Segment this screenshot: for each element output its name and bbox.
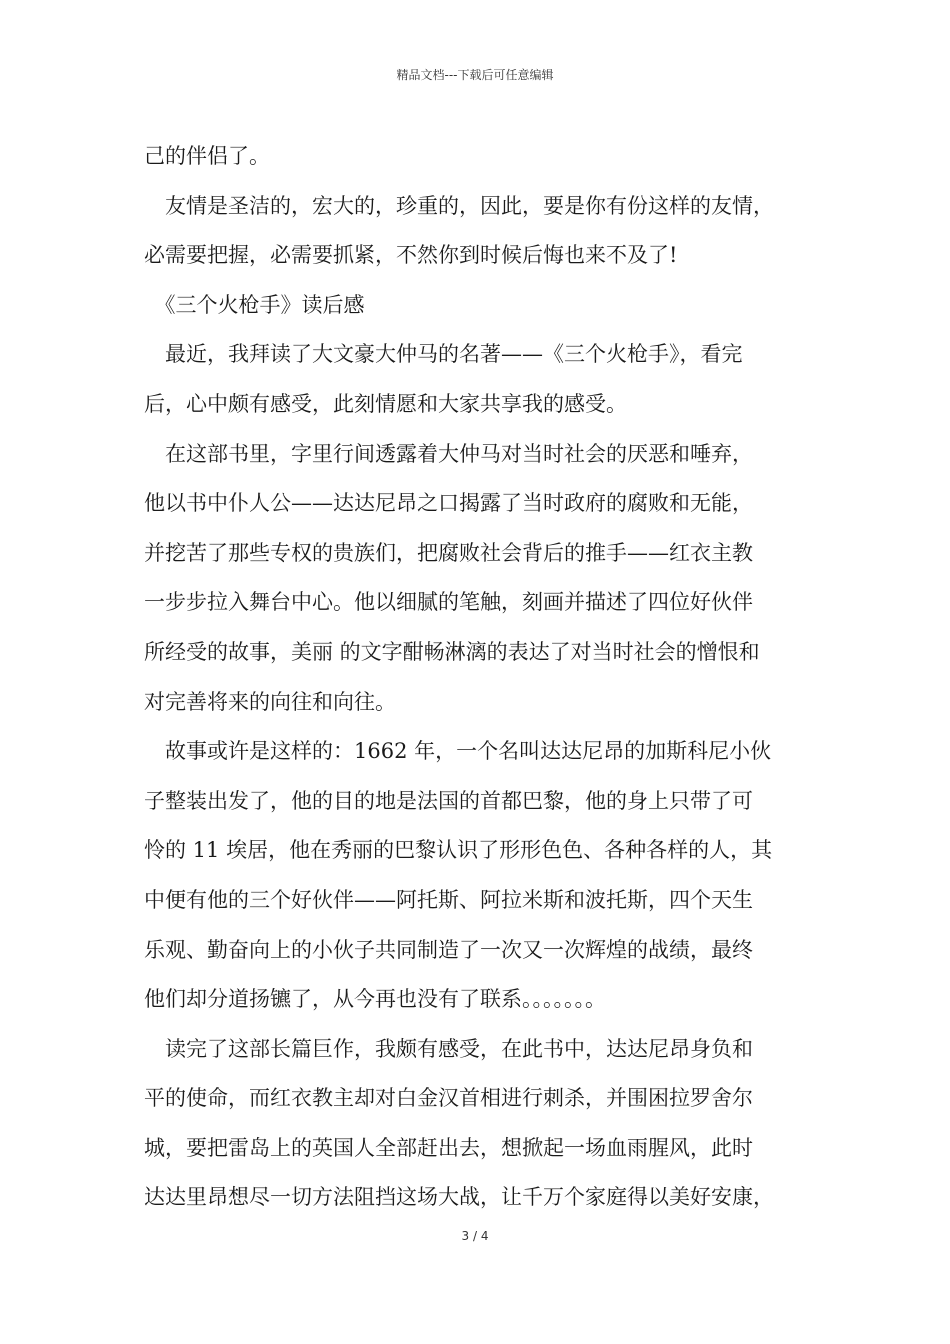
- text-line: 后，心中颇有感受，此刻情愿和大家共享我的感受。: [144, 391, 627, 416]
- text-line: 最近，我拜读了大文豪大仲马的名著——《三个火枪手》，看完: [144, 342, 743, 367]
- text-line: 他们却分道扬镳了，从今再也没有了联系。。。。。。。: [144, 987, 606, 1012]
- text-line: 子整装出发了，他的目的地是法国的首都巴黎，他的身上只带了可: [144, 788, 753, 813]
- text-line: 《三个火枪手》读后感: [144, 292, 365, 317]
- text-line: 平的使命，而红衣教主却对白金汉首相进行刺杀，并围困拉罗舍尔: [144, 1086, 753, 1111]
- text-line: 中便有他的三个好伙伴——阿托斯、阿拉米斯和波托斯，四个天生: [144, 887, 753, 912]
- text-line: 己的伴侣了。: [144, 144, 270, 168]
- text-line: 达达里昂想尽一切方法阻挡这场大战，让千万个家庭得以美好安康，: [144, 1185, 774, 1210]
- text-line: 友情是圣洁的，宏大的，珍重的，因此，要是你有份这样的友情，: [144, 193, 774, 218]
- text-line: 他以书中仆人公——达达尼昂之口揭露了当时政府的腐败和无能，: [144, 491, 753, 516]
- text-line: 城，要把雷岛上的英国人全部赶出去，想掀起一场血雨腥风，此时: [144, 1135, 753, 1160]
- text-line: 在这部书里，字里行间透露着大仲马对当时社会的厌恶和唾弃，: [144, 441, 753, 466]
- text-line: 读完了这部长篇巨作，我颇有感受，在此书中，达达尼昂身负和: [144, 1036, 753, 1061]
- document-body: [144, 132, 808, 1223]
- text-line: 所经受的故事，美丽 的文字酣畅淋漓的表达了对当时社会的憎恨和: [144, 639, 760, 664]
- text-line: 必需要把握，必需要抓紧，不然你到时候后悔也来不及了!: [144, 243, 678, 268]
- page-header: 精品文档---下载后可任意编辑: [396, 68, 554, 82]
- page-number: 3 / 4: [461, 1229, 489, 1243]
- text-line: 并挖苦了那些专权的贵族们，把腐败社会背后的推手——红衣主教: [144, 540, 753, 565]
- text-line: 乐观、勤奋向上的小伙子共同制造了一次又一次辉煌的战绩，最终: [144, 937, 753, 962]
- text-line: 故事或许是这样的：1662 年，一个名叫达达尼昂的加斯科尼小伙: [144, 739, 772, 764]
- text-line: 怜的 11 埃居，他在秀丽的巴黎认识了形形色色、各种各样的人，其: [144, 838, 773, 863]
- text-line: 对完善将来的向往和向往。: [144, 689, 396, 714]
- text-line: 一步步拉入舞台中心。他以细腻的笔触，刻画并描述了四位好伙伴: [144, 590, 753, 615]
